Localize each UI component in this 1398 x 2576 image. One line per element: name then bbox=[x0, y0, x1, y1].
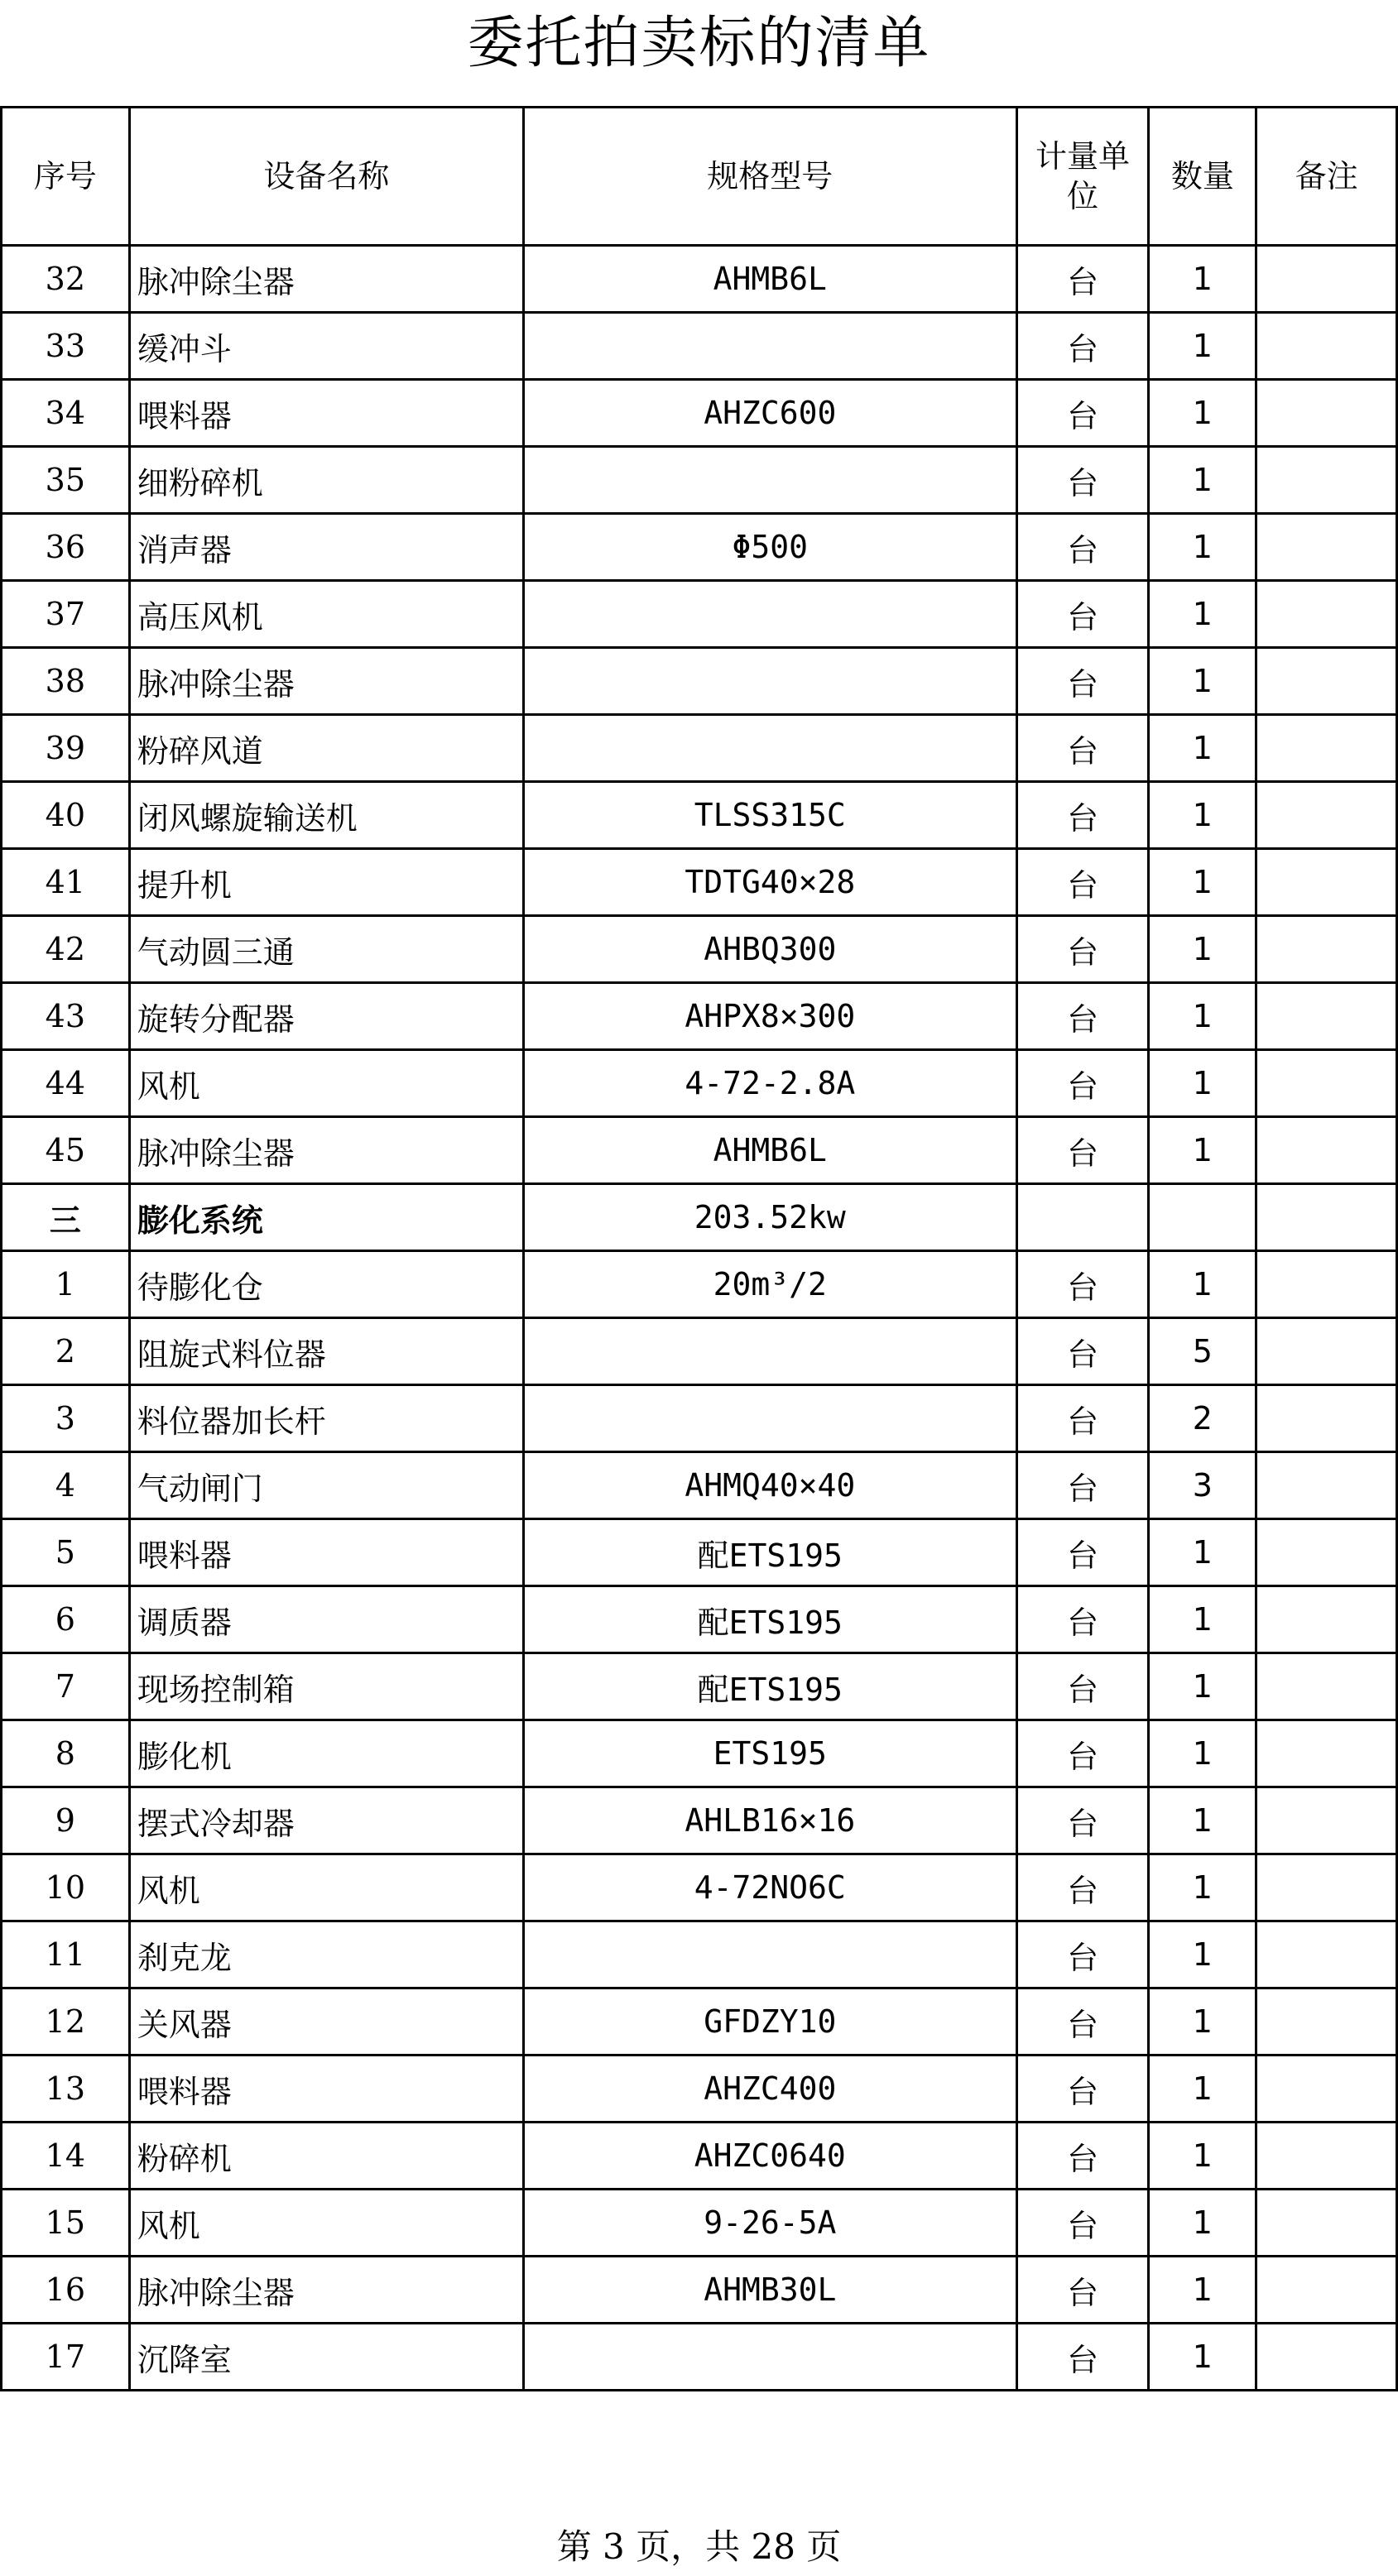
cell-qty: 1 bbox=[1149, 1251, 1256, 1318]
header-qty: 数量 bbox=[1149, 108, 1256, 246]
cell-note bbox=[1256, 581, 1397, 648]
cell-note bbox=[1256, 1117, 1397, 1184]
cell-spec: 配ETS195 bbox=[524, 1586, 1017, 1653]
cell-no: 15 bbox=[2, 2190, 130, 2257]
cell-spec: 9-26-5A bbox=[524, 2190, 1017, 2257]
cell-unit: 台 bbox=[1016, 1117, 1149, 1184]
cell-qty: 1 bbox=[1149, 782, 1256, 849]
cell-unit: 台 bbox=[1016, 2257, 1149, 2324]
cell-note bbox=[1256, 1385, 1397, 1452]
cell-unit bbox=[1016, 1184, 1149, 1251]
cell-spec bbox=[524, 1385, 1017, 1452]
cell-no: 17 bbox=[2, 2324, 130, 2391]
cell-note bbox=[1256, 1251, 1397, 1318]
cell-qty: 5 bbox=[1149, 1318, 1256, 1385]
cell-name: 刹克龙 bbox=[129, 1921, 523, 1988]
table-row bbox=[2, 983, 1397, 1050]
page-footer: 第 3 页，共 28 页 bbox=[556, 2526, 842, 2567]
cell-unit: 台 bbox=[1016, 1050, 1149, 1117]
cell-unit: 台 bbox=[1016, 380, 1149, 447]
table-row bbox=[2, 1988, 1397, 2056]
cell-note bbox=[1256, 447, 1397, 514]
cell-spec: AHMQ40×40 bbox=[524, 1452, 1017, 1519]
table-row bbox=[2, 1385, 1397, 1452]
cell-note bbox=[1256, 246, 1397, 313]
cell-no: 9 bbox=[2, 1787, 130, 1854]
cell-spec: AHZC600 bbox=[524, 380, 1017, 447]
cell-name: 脉冲除尘器 bbox=[129, 1117, 523, 1184]
cell-no: 39 bbox=[2, 715, 130, 782]
cell-name: 阻旋式料位器 bbox=[129, 1318, 523, 1385]
cell-spec: 20m³/2 bbox=[524, 1251, 1017, 1318]
cell-note bbox=[1256, 916, 1397, 983]
table-row bbox=[2, 782, 1397, 849]
cell-spec: 4-72NO6C bbox=[524, 1854, 1017, 1921]
cell-spec: 配ETS195 bbox=[524, 1519, 1017, 1586]
header-name: 设备名称 bbox=[129, 108, 523, 246]
cell-spec bbox=[524, 2324, 1017, 2391]
cell-spec: AHMB6L bbox=[524, 246, 1017, 313]
cell-spec: AHLB16×16 bbox=[524, 1787, 1017, 1854]
table-row bbox=[2, 648, 1397, 715]
cell-qty: 1 bbox=[1149, 2190, 1256, 2257]
cell-note bbox=[1256, 715, 1397, 782]
cell-unit: 台 bbox=[1016, 1586, 1149, 1653]
cell-unit: 台 bbox=[1016, 715, 1149, 782]
table-row bbox=[2, 1921, 1397, 1988]
cell-no: 14 bbox=[2, 2123, 130, 2190]
cell-note bbox=[1256, 648, 1397, 715]
cell-qty: 1 bbox=[1149, 1519, 1256, 1586]
cell-note bbox=[1256, 1050, 1397, 1117]
cell-name: 闭风螺旋输送机 bbox=[129, 782, 523, 849]
cell-unit: 台 bbox=[1016, 1988, 1149, 2056]
cell-qty: 1 bbox=[1149, 1787, 1256, 1854]
cell-note bbox=[1256, 1519, 1397, 1586]
cell-no: 35 bbox=[2, 447, 130, 514]
cell-name: 缓冲斗 bbox=[129, 313, 523, 380]
table-row bbox=[2, 2123, 1397, 2190]
cell-qty: 1 bbox=[1149, 2056, 1256, 2123]
cell-unit: 台 bbox=[1016, 1720, 1149, 1787]
section-row bbox=[2, 1184, 1397, 1251]
cell-spec: AHPX8×300 bbox=[524, 983, 1017, 1050]
cell-no: 3 bbox=[2, 1385, 130, 1452]
cell-unit: 台 bbox=[1016, 2056, 1149, 2123]
cell-spec: AHMB6L bbox=[524, 1117, 1017, 1184]
cell-note bbox=[1256, 2123, 1397, 2190]
table-row bbox=[2, 1787, 1397, 1854]
cell-name: 粉碎风道 bbox=[129, 715, 523, 782]
cell-note bbox=[1256, 514, 1397, 581]
table-row bbox=[2, 2190, 1397, 2257]
cell-unit: 台 bbox=[1016, 1452, 1149, 1519]
cell-spec: Φ500 bbox=[524, 514, 1017, 581]
cell-no: 6 bbox=[2, 1586, 130, 1653]
cell-no: 2 bbox=[2, 1318, 130, 1385]
cell-name: 膨化系统 bbox=[129, 1184, 523, 1251]
cell-qty: 1 bbox=[1149, 2324, 1256, 2391]
cell-qty: 1 bbox=[1149, 313, 1256, 380]
cell-qty: 1 bbox=[1149, 849, 1256, 916]
table-row bbox=[2, 246, 1397, 313]
cell-spec: AHMB30L bbox=[524, 2257, 1017, 2324]
cell-unit: 台 bbox=[1016, 313, 1149, 380]
cell-unit: 台 bbox=[1016, 983, 1149, 1050]
cell-note bbox=[1256, 1854, 1397, 1921]
header-unit: 计量单位 bbox=[1016, 108, 1149, 246]
cell-no: 41 bbox=[2, 849, 130, 916]
cell-note bbox=[1256, 380, 1397, 447]
cell-spec bbox=[524, 648, 1017, 715]
cell-note bbox=[1256, 782, 1397, 849]
table-row bbox=[2, 849, 1397, 916]
table-row bbox=[2, 1854, 1397, 1921]
table-row bbox=[2, 380, 1397, 447]
cell-unit: 台 bbox=[1016, 246, 1149, 313]
cell-no: 11 bbox=[2, 1921, 130, 1988]
cell-note bbox=[1256, 2056, 1397, 2123]
cell-name: 粉碎机 bbox=[129, 2123, 523, 2190]
cell-note bbox=[1256, 983, 1397, 1050]
cell-qty: 1 bbox=[1149, 1117, 1256, 1184]
cell-note bbox=[1256, 2324, 1397, 2391]
cell-no: 44 bbox=[2, 1050, 130, 1117]
cell-unit: 台 bbox=[1016, 849, 1149, 916]
cell-qty: 1 bbox=[1149, 514, 1256, 581]
cell-spec bbox=[524, 313, 1017, 380]
cell-name: 喂料器 bbox=[129, 1519, 523, 1586]
cell-unit: 台 bbox=[1016, 1921, 1149, 1988]
cell-no: 10 bbox=[2, 1854, 130, 1921]
cell-name: 气动闸门 bbox=[129, 1452, 523, 1519]
cell-qty: 1 bbox=[1149, 246, 1256, 313]
cell-name: 高压风机 bbox=[129, 581, 523, 648]
table-header-row bbox=[2, 108, 1397, 246]
header-no: 序号 bbox=[2, 108, 130, 246]
table-row bbox=[2, 514, 1397, 581]
cell-name: 风机 bbox=[129, 1854, 523, 1921]
table-row bbox=[2, 313, 1397, 380]
cell-name: 喂料器 bbox=[129, 380, 523, 447]
equipment-table bbox=[0, 106, 1398, 2391]
cell-unit: 台 bbox=[1016, 648, 1149, 715]
cell-no: 33 bbox=[2, 313, 130, 380]
cell-unit: 台 bbox=[1016, 1653, 1149, 1720]
cell-note bbox=[1256, 1720, 1397, 1787]
table-row bbox=[2, 2056, 1397, 2123]
cell-unit: 台 bbox=[1016, 782, 1149, 849]
cell-spec: GFDZY10 bbox=[524, 1988, 1017, 2056]
cell-note bbox=[1256, 1653, 1397, 1720]
cell-no: 43 bbox=[2, 983, 130, 1050]
cell-unit: 台 bbox=[1016, 1787, 1149, 1854]
table-row bbox=[2, 2324, 1397, 2391]
cell-qty: 1 bbox=[1149, 1050, 1256, 1117]
cell-name: 关风器 bbox=[129, 1988, 523, 2056]
table-row bbox=[2, 1653, 1397, 1720]
cell-qty: 1 bbox=[1149, 916, 1256, 983]
cell-unit: 台 bbox=[1016, 1385, 1149, 1452]
cell-name: 摆式冷却器 bbox=[129, 1787, 523, 1854]
table-row bbox=[2, 1117, 1397, 1184]
cell-unit: 台 bbox=[1016, 1318, 1149, 1385]
cell-name: 脉冲除尘器 bbox=[129, 246, 523, 313]
cell-note bbox=[1256, 1184, 1397, 1251]
table-row bbox=[2, 1452, 1397, 1519]
cell-qty: 1 bbox=[1149, 1720, 1256, 1787]
cell-name: 旋转分配器 bbox=[129, 983, 523, 1050]
cell-spec: 4-72-2.8A bbox=[524, 1050, 1017, 1117]
cell-unit: 台 bbox=[1016, 1251, 1149, 1318]
cell-unit: 台 bbox=[1016, 1854, 1149, 1921]
cell-spec: AHBQ300 bbox=[524, 916, 1017, 983]
cell-spec: ETS195 bbox=[524, 1720, 1017, 1787]
cell-name: 沉降室 bbox=[129, 2324, 523, 2391]
cell-name: 调质器 bbox=[129, 1586, 523, 1653]
cell-unit: 台 bbox=[1016, 581, 1149, 648]
cell-unit: 台 bbox=[1016, 2123, 1149, 2190]
cell-name: 膨化机 bbox=[129, 1720, 523, 1787]
cell-name: 待膨化仓 bbox=[129, 1251, 523, 1318]
cell-unit: 台 bbox=[1016, 2324, 1149, 2391]
cell-spec: AHZC0640 bbox=[524, 2123, 1017, 2190]
table-row bbox=[2, 1519, 1397, 1586]
cell-note bbox=[1256, 2190, 1397, 2257]
page-title: 委托拍卖标的清单 bbox=[467, 11, 931, 76]
cell-no: 37 bbox=[2, 581, 130, 648]
cell-no: 38 bbox=[2, 648, 130, 715]
cell-qty: 1 bbox=[1149, 715, 1256, 782]
cell-no: 1 bbox=[2, 1251, 130, 1318]
table-row bbox=[2, 447, 1397, 514]
table-row bbox=[2, 916, 1397, 983]
cell-qty bbox=[1149, 1184, 1256, 1251]
cell-spec bbox=[524, 1921, 1017, 1988]
cell-name: 消声器 bbox=[129, 514, 523, 581]
table-row bbox=[2, 1050, 1397, 1117]
cell-no: 45 bbox=[2, 1117, 130, 1184]
table-row bbox=[2, 1318, 1397, 1385]
cell-spec bbox=[524, 1318, 1017, 1385]
cell-qty: 1 bbox=[1149, 1653, 1256, 1720]
cell-no: 5 bbox=[2, 1519, 130, 1586]
cell-no: 32 bbox=[2, 246, 130, 313]
cell-no: 13 bbox=[2, 2056, 130, 2123]
cell-note bbox=[1256, 1988, 1397, 2056]
cell-name: 脉冲除尘器 bbox=[129, 2257, 523, 2324]
cell-no: 36 bbox=[2, 514, 130, 581]
cell-qty: 1 bbox=[1149, 1854, 1256, 1921]
cell-qty: 1 bbox=[1149, 447, 1256, 514]
cell-qty: 2 bbox=[1149, 1385, 1256, 1452]
cell-spec: 配ETS195 bbox=[524, 1653, 1017, 1720]
cell-name: 料位器加长杆 bbox=[129, 1385, 523, 1452]
header-spec: 规格型号 bbox=[524, 108, 1017, 246]
cell-spec bbox=[524, 447, 1017, 514]
cell-name: 喂料器 bbox=[129, 2056, 523, 2123]
cell-qty: 3 bbox=[1149, 1452, 1256, 1519]
cell-no: 16 bbox=[2, 2257, 130, 2324]
cell-note bbox=[1256, 313, 1397, 380]
cell-qty: 1 bbox=[1149, 1586, 1256, 1653]
cell-no: 三 bbox=[2, 1184, 130, 1251]
cell-name: 气动圆三通 bbox=[129, 916, 523, 983]
header-note: 备注 bbox=[1256, 108, 1397, 246]
cell-spec: AHZC400 bbox=[524, 2056, 1017, 2123]
cell-unit: 台 bbox=[1016, 447, 1149, 514]
table-row bbox=[2, 2257, 1397, 2324]
table-row bbox=[2, 1251, 1397, 1318]
cell-name: 提升机 bbox=[129, 849, 523, 916]
table-row bbox=[2, 1720, 1397, 1787]
cell-qty: 1 bbox=[1149, 1921, 1256, 1988]
cell-no: 4 bbox=[2, 1452, 130, 1519]
cell-note bbox=[1256, 1787, 1397, 1854]
cell-note bbox=[1256, 1921, 1397, 1988]
cell-no: 42 bbox=[2, 916, 130, 983]
cell-qty: 1 bbox=[1149, 1988, 1256, 2056]
table-row bbox=[2, 1586, 1397, 1653]
cell-qty: 1 bbox=[1149, 983, 1256, 1050]
cell-name: 细粉碎机 bbox=[129, 447, 523, 514]
cell-name: 脉冲除尘器 bbox=[129, 648, 523, 715]
cell-qty: 1 bbox=[1149, 648, 1256, 715]
cell-qty: 1 bbox=[1149, 380, 1256, 447]
cell-spec bbox=[524, 715, 1017, 782]
cell-spec: TLSS315C bbox=[524, 782, 1017, 849]
cell-qty: 1 bbox=[1149, 2257, 1256, 2324]
cell-no: 40 bbox=[2, 782, 130, 849]
cell-spec bbox=[524, 581, 1017, 648]
cell-no: 34 bbox=[2, 380, 130, 447]
table-row bbox=[2, 715, 1397, 782]
table-row bbox=[2, 581, 1397, 648]
cell-note bbox=[1256, 1318, 1397, 1385]
cell-qty: 1 bbox=[1149, 581, 1256, 648]
cell-note bbox=[1256, 1586, 1397, 1653]
cell-name: 风机 bbox=[129, 2190, 523, 2257]
cell-unit: 台 bbox=[1016, 916, 1149, 983]
cell-name: 风机 bbox=[129, 1050, 523, 1117]
cell-name: 现场控制箱 bbox=[129, 1653, 523, 1720]
cell-note bbox=[1256, 2257, 1397, 2324]
cell-unit: 台 bbox=[1016, 2190, 1149, 2257]
cell-note bbox=[1256, 849, 1397, 916]
cell-no: 8 bbox=[2, 1720, 130, 1787]
cell-unit: 台 bbox=[1016, 514, 1149, 581]
cell-qty: 1 bbox=[1149, 2123, 1256, 2190]
cell-spec: 203.52kw bbox=[524, 1184, 1017, 1251]
cell-unit: 台 bbox=[1016, 1519, 1149, 1586]
cell-no: 7 bbox=[2, 1653, 130, 1720]
cell-note bbox=[1256, 1452, 1397, 1519]
cell-no: 12 bbox=[2, 1988, 130, 2056]
cell-spec: TDTG40×28 bbox=[524, 849, 1017, 916]
